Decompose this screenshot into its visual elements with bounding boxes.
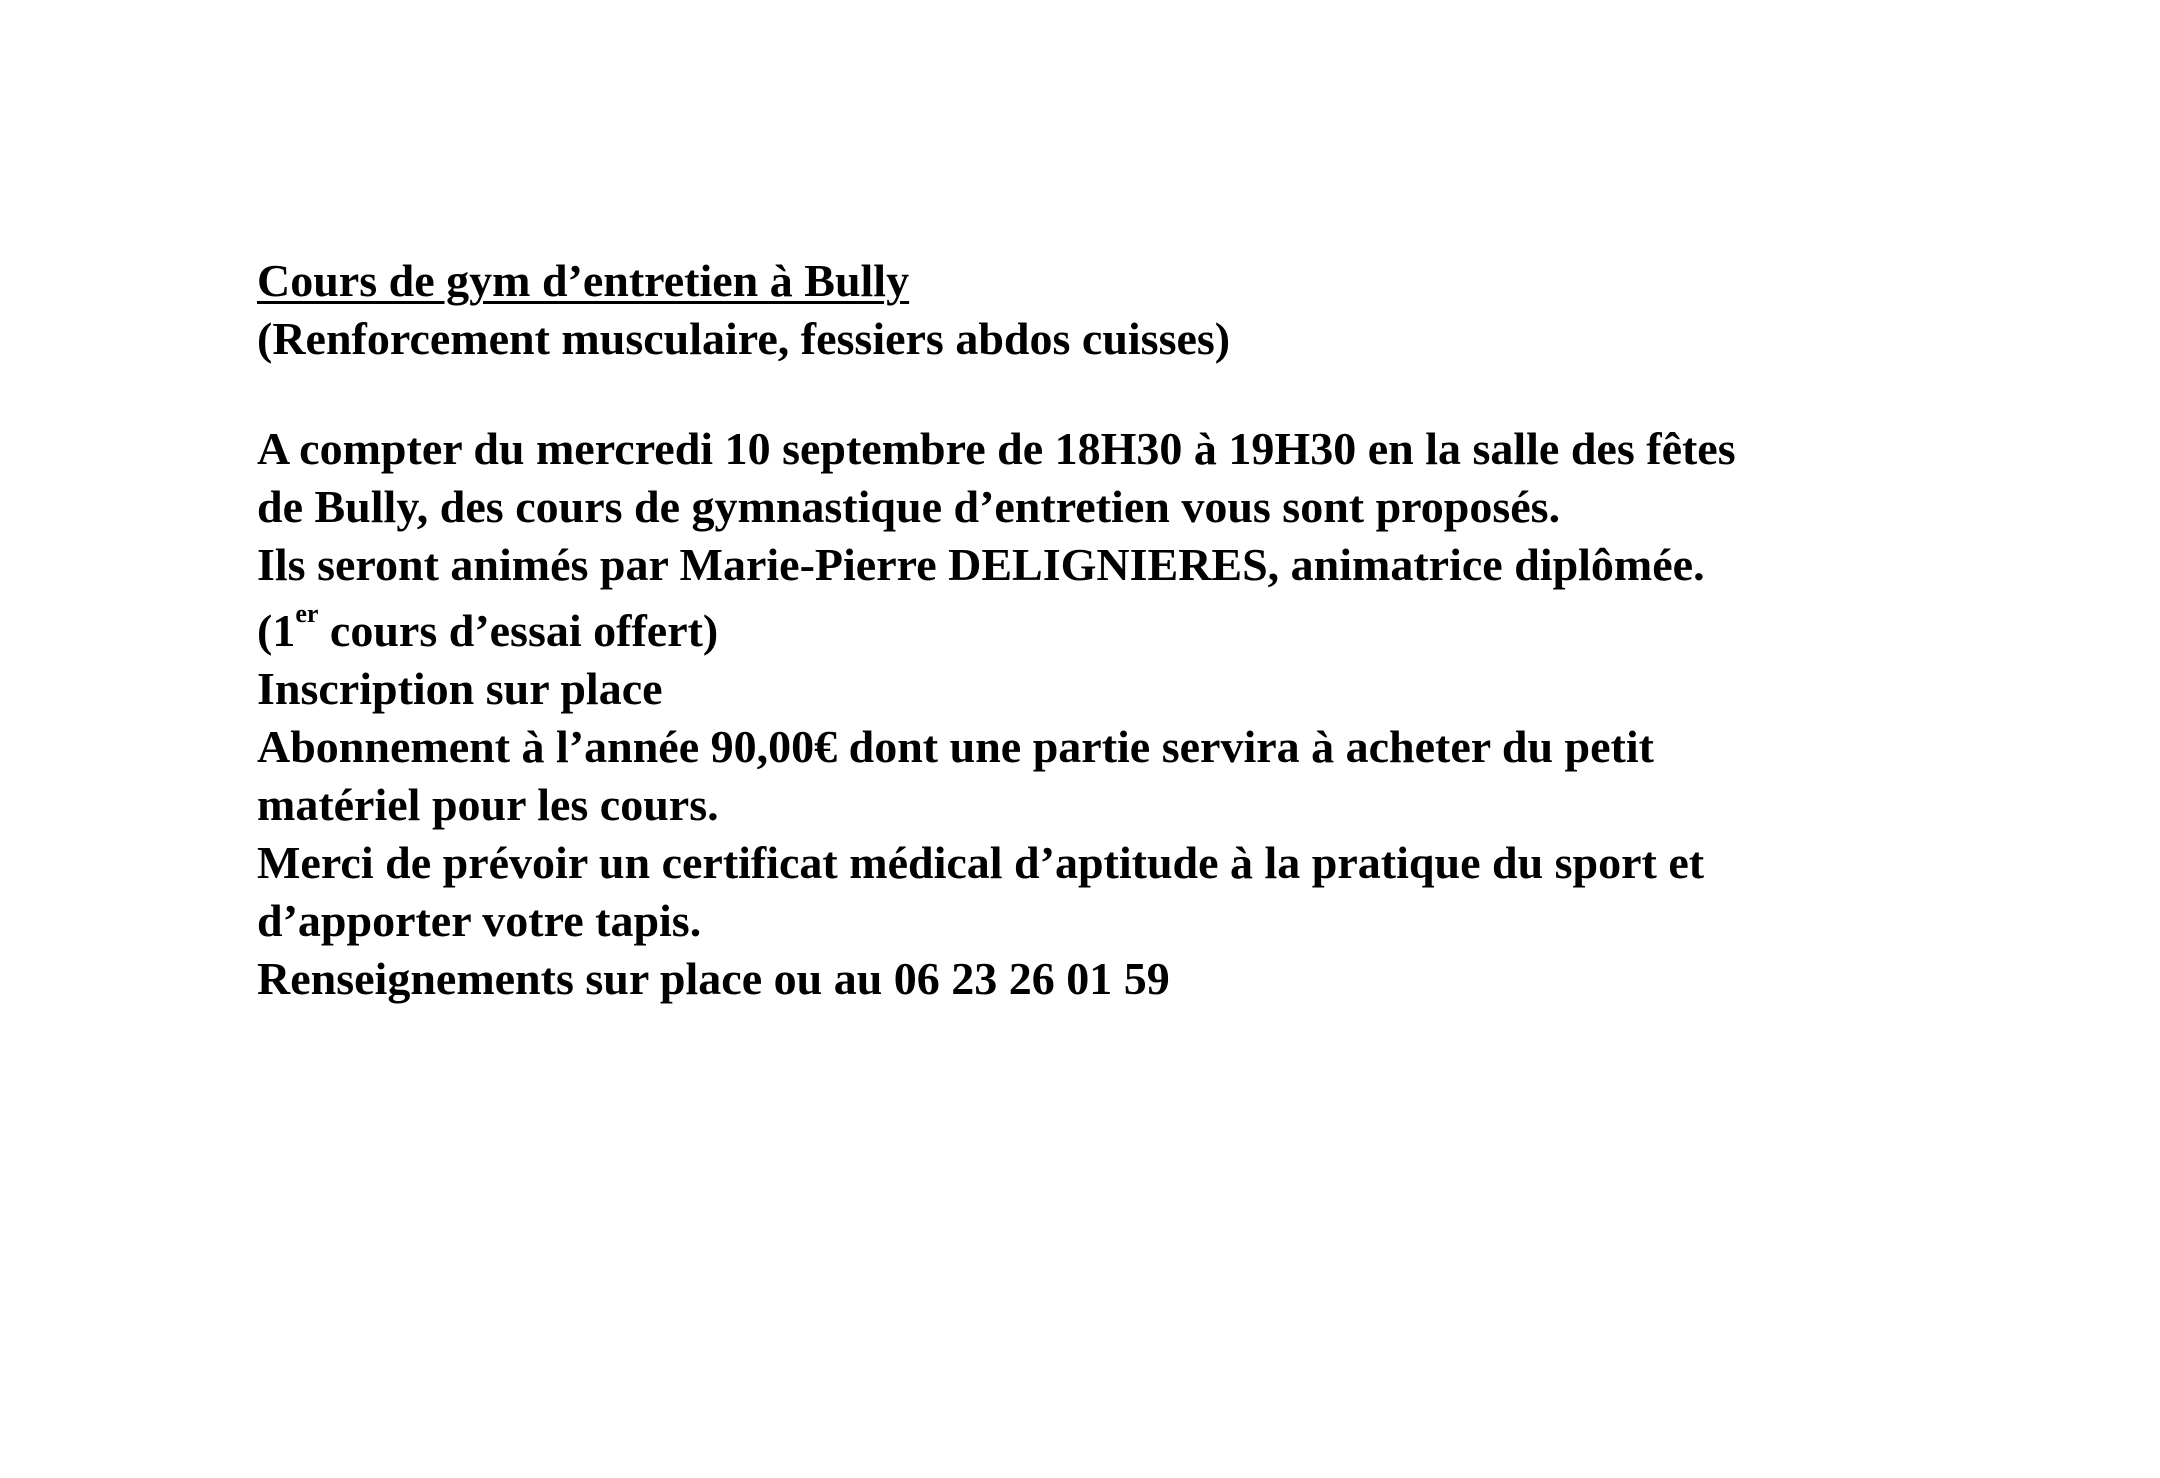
schedule-line-2: de Bully, des cours de gymnastique d’entretien vous sont proposés.: [257, 481, 1561, 532]
trial-ordinal-superscript: er: [295, 599, 319, 628]
certificate-line-2: d’apporter votre tapis.: [257, 895, 702, 946]
paragraph-spacer: [257, 368, 2017, 420]
announcement-subtitle: (Renforcement musculaire, fessiers abdos cuisses): [257, 313, 1231, 364]
announcement-title: Cours de gym d’entretien à Bully: [257, 255, 910, 306]
trial-rest: cours d’essai offert): [318, 605, 719, 656]
announcement-body: [257, 252, 2017, 1008]
instructor-line: Ils seront animés par Marie-Pierre DELIGNIERES, animatrice diplômée.: [257, 539, 1705, 590]
certificate-line-1: Merci de prévoir un certificat médical d’aptitude à la pratique du sport et: [257, 837, 1705, 888]
registration-line: Inscription sur place: [257, 663, 663, 714]
trial-open: (1: [257, 605, 296, 656]
trial-offer-line: [257, 599, 2017, 660]
contact-line: Renseignements sur place ou au 06 23 26 01 59: [257, 953, 1170, 1004]
subscription-line-1: Abonnement à l’année 90,00€ dont une partie servira à acheter du petit: [257, 721, 1654, 772]
subscription-line-2: matériel pour les cours.: [257, 779, 719, 830]
schedule-line-1: A compter du mercredi 10 septembre de 18H30 à 19H30 en la salle des fêtes: [257, 423, 1736, 474]
